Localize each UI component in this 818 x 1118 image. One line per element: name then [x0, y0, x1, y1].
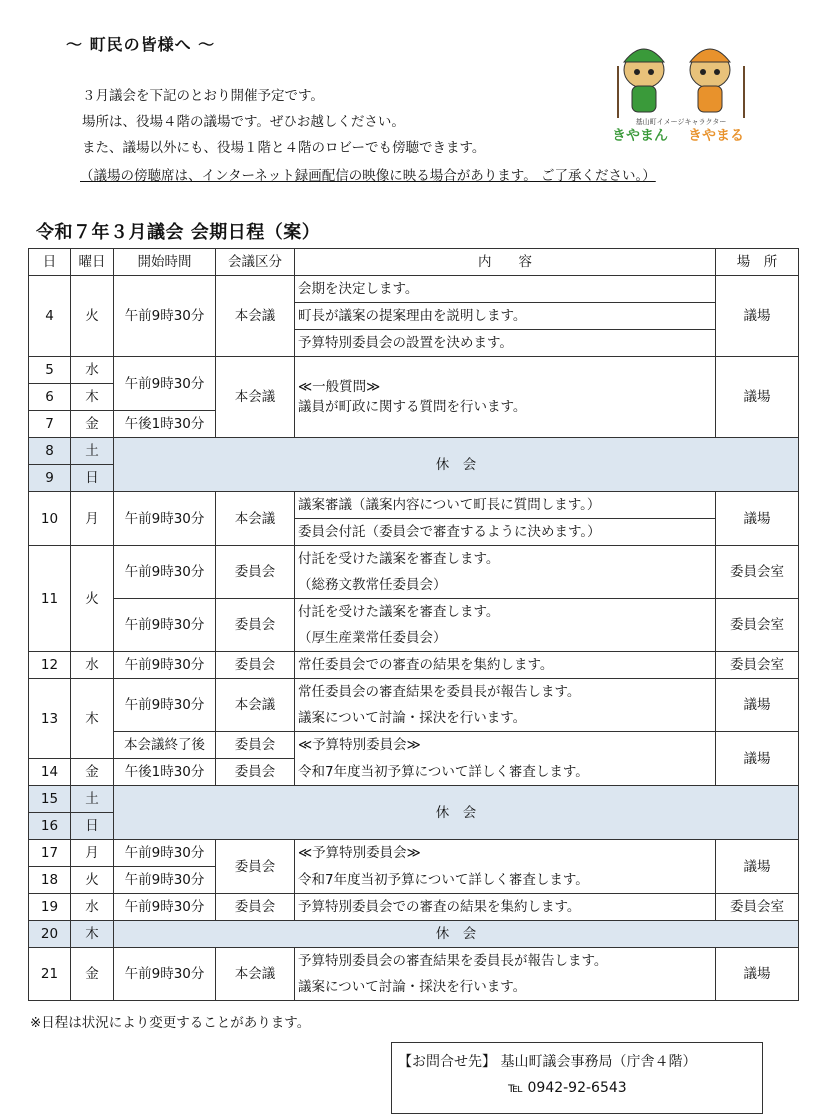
table-row	[29, 948, 799, 975]
day-cell: 4	[29, 276, 71, 357]
tel-icon: ℡	[508, 1080, 524, 1096]
table-row	[29, 786, 799, 813]
contact-tel	[508, 1080, 627, 1096]
header-day: 日	[29, 249, 71, 276]
content-cell: 委員会付託（委員会で審査するように決めます。）	[295, 519, 716, 546]
time-cell: 午前9時30分	[114, 492, 216, 546]
weekday-cell: 火	[71, 867, 114, 894]
content-cell	[295, 357, 716, 438]
mascot-kiyamaru-icon	[690, 49, 744, 118]
content-cell: 令和7年度当初予算について詳しく審査します。	[295, 867, 716, 894]
table-row	[29, 732, 799, 759]
type-cell: 本会議	[216, 948, 295, 1001]
place-cell: 議場	[716, 732, 799, 786]
day-cell: 6	[29, 384, 71, 411]
header-content: 内 容	[295, 249, 716, 276]
table-row	[29, 357, 799, 384]
time-cell: 午前9時30分	[114, 599, 216, 652]
type-cell: 委員会	[216, 599, 295, 652]
type-cell: 委員会	[216, 732, 295, 759]
type-cell: 委員会	[216, 652, 295, 679]
header-place: 場 所	[716, 249, 799, 276]
day-cell: 13	[29, 679, 71, 759]
mascot-caption: 基山町イメージキャラクター	[635, 118, 727, 126]
mascot-characters-image	[606, 26, 756, 146]
content-cell: 予算特別委員会での審査の結果を集約します。	[295, 894, 716, 921]
time-cell: 午前9時30分	[114, 948, 216, 1001]
weekday-cell: 水	[71, 894, 114, 921]
type-cell: 本会議	[216, 357, 295, 438]
contact-label: 【お問合せ先】 基山町議会事務局（庁舎４階）	[398, 1054, 697, 1070]
content-line: ≪一般質問≫	[298, 379, 381, 395]
time-cell: 午前9時30分	[114, 546, 216, 599]
time-cell: 午前9時30分	[114, 840, 216, 867]
content-cell: 常任委員会での審査の結果を集約します。	[295, 652, 716, 679]
time-cell: 午前9時30分	[114, 276, 216, 357]
recess-cell: 休 会	[114, 921, 799, 948]
table-row	[29, 599, 799, 626]
day-cell: 10	[29, 492, 71, 546]
table-row	[29, 921, 799, 948]
place-cell: 委員会室	[716, 652, 799, 679]
place-cell: 委員会室	[716, 599, 799, 652]
type-cell: 委員会	[216, 894, 295, 921]
content-cell: （厚生産業常任委員会）	[295, 625, 716, 652]
place-cell: 委員会室	[716, 894, 799, 921]
place-cell: 議場	[716, 357, 799, 438]
day-cell: 7	[29, 411, 71, 438]
place-cell: 委員会室	[716, 546, 799, 599]
place-cell: 議場	[716, 276, 799, 357]
intro-line-2: 場所は、役場４階の議場です。ぜひお越しください。	[82, 114, 405, 130]
weekday-cell: 木	[71, 679, 114, 759]
intro-line-1: ３月議会を下記のとおり開催予定です。	[82, 88, 324, 104]
time-cell: 午後1時30分	[114, 759, 216, 786]
time-cell: 午前9時30分	[114, 679, 216, 732]
day-cell: 17	[29, 840, 71, 867]
day-cell: 20	[29, 921, 71, 948]
table-row	[29, 492, 799, 519]
contact-box	[391, 1042, 763, 1114]
intro-line-3: また、議場以外にも、役場１階と４階のロビーでも傍聴できます。	[82, 140, 486, 156]
content-cell: 会期を決定します。	[295, 276, 716, 303]
time-cell: 午前9時30分	[114, 867, 216, 894]
table-row	[29, 894, 799, 921]
weekday-cell: 火	[71, 276, 114, 357]
recess-cell: 休 会	[114, 786, 799, 840]
weekday-cell: 月	[71, 840, 114, 867]
time-cell: 本会議終了後	[114, 732, 216, 759]
weekday-cell: 月	[71, 492, 114, 546]
greeting: ～ 町民の皆様へ ～	[66, 35, 216, 54]
content-cell: （総務文教常任委員会）	[295, 572, 716, 599]
weekday-cell: 土	[71, 786, 114, 813]
content-cell: 予算特別委員会の審査結果を委員長が報告します。	[295, 948, 716, 975]
content-cell: 町長が議案の提案理由を説明します。	[295, 303, 716, 330]
type-cell: 委員会	[216, 840, 295, 894]
schedule-note: ※日程は状況により変更することがあります。	[30, 1015, 311, 1031]
weekday-cell: 金	[71, 411, 114, 438]
header-start-time: 開始時間	[114, 249, 216, 276]
table-row	[29, 759, 799, 786]
content-cell: 付託を受けた議案を審査します。	[295, 546, 716, 573]
mascot-name-kiyaman: きやまん	[612, 128, 668, 144]
table-row	[29, 652, 799, 679]
time-cell: 午前9時30分	[114, 652, 216, 679]
weekday-cell: 木	[71, 384, 114, 411]
day-cell: 19	[29, 894, 71, 921]
day-cell: 18	[29, 867, 71, 894]
day-cell: 15	[29, 786, 71, 813]
schedule-title: 令和７年３月議会 会期日程（案）	[36, 222, 321, 243]
table-row	[29, 867, 799, 894]
day-cell: 5	[29, 357, 71, 384]
weekday-cell: 日	[71, 813, 114, 840]
time-cell: 午前9時30分	[114, 357, 216, 411]
weekday-cell: 水	[71, 652, 114, 679]
content-cell: 付託を受けた議案を審査します。	[295, 599, 716, 626]
intro-line-4: （議場の傍聴席は、インターネット録画配信の映像に映る場合があります。 ご了承ください。）	[80, 168, 656, 184]
content-cell: 議案について討論・採決を行います。	[295, 974, 716, 1001]
weekday-cell: 土	[71, 438, 114, 465]
weekday-cell: 金	[71, 948, 114, 1001]
recess-cell: 休 会	[114, 438, 799, 492]
table-header-row	[29, 249, 799, 276]
type-cell: 委員会	[216, 759, 295, 786]
type-cell: 本会議	[216, 492, 295, 546]
type-cell: 委員会	[216, 546, 295, 599]
place-cell: 議場	[716, 492, 799, 546]
schedule-table	[28, 248, 799, 1001]
place-cell: 議場	[716, 679, 799, 732]
day-cell: 14	[29, 759, 71, 786]
place-cell: 議場	[716, 840, 799, 894]
content-cell: 常任委員会の審査結果を委員長が報告します。	[295, 679, 716, 706]
content-cell: ≪予算特別委員会≫	[295, 840, 716, 867]
day-cell: 21	[29, 948, 71, 1001]
header-meeting-type: 会議区分	[216, 249, 295, 276]
type-cell: 本会議	[216, 276, 295, 357]
day-cell: 12	[29, 652, 71, 679]
table-row	[29, 438, 799, 465]
table-row	[29, 679, 799, 706]
time-cell: 午前9時30分	[114, 894, 216, 921]
mascot-kiyaman-icon	[618, 49, 664, 118]
day-cell: 9	[29, 465, 71, 492]
weekday-cell: 火	[71, 546, 114, 652]
place-cell: 議場	[716, 948, 799, 1001]
content-cell: ≪予算特別委員会≫	[295, 732, 716, 759]
content-cell: 議案審議（議案内容について町長に質問します。）	[295, 492, 716, 519]
table-row	[29, 546, 799, 573]
day-cell: 16	[29, 813, 71, 840]
content-line: 議員が町政に関する質問を行います。	[298, 399, 527, 415]
weekday-cell: 木	[71, 921, 114, 948]
mascot-name-kiyamaru: きやまる	[688, 128, 744, 144]
content-cell: 予算特別委員会の設置を決めます。	[295, 330, 716, 357]
type-cell: 本会議	[216, 679, 295, 732]
day-cell: 8	[29, 438, 71, 465]
header-weekday: 曜日	[71, 249, 114, 276]
contact-tel-number: 0942-92-6543	[527, 1080, 627, 1096]
content-cell: 議案について討論・採決を行います。	[295, 705, 716, 732]
weekday-cell: 水	[71, 357, 114, 384]
day-cell: 11	[29, 546, 71, 652]
time-cell: 午後1時30分	[114, 411, 216, 438]
weekday-cell: 日	[71, 465, 114, 492]
table-row	[29, 840, 799, 867]
content-cell: 令和7年度当初予算について詳しく審査します。	[295, 759, 716, 786]
table-row	[29, 276, 799, 303]
weekday-cell: 金	[71, 759, 114, 786]
